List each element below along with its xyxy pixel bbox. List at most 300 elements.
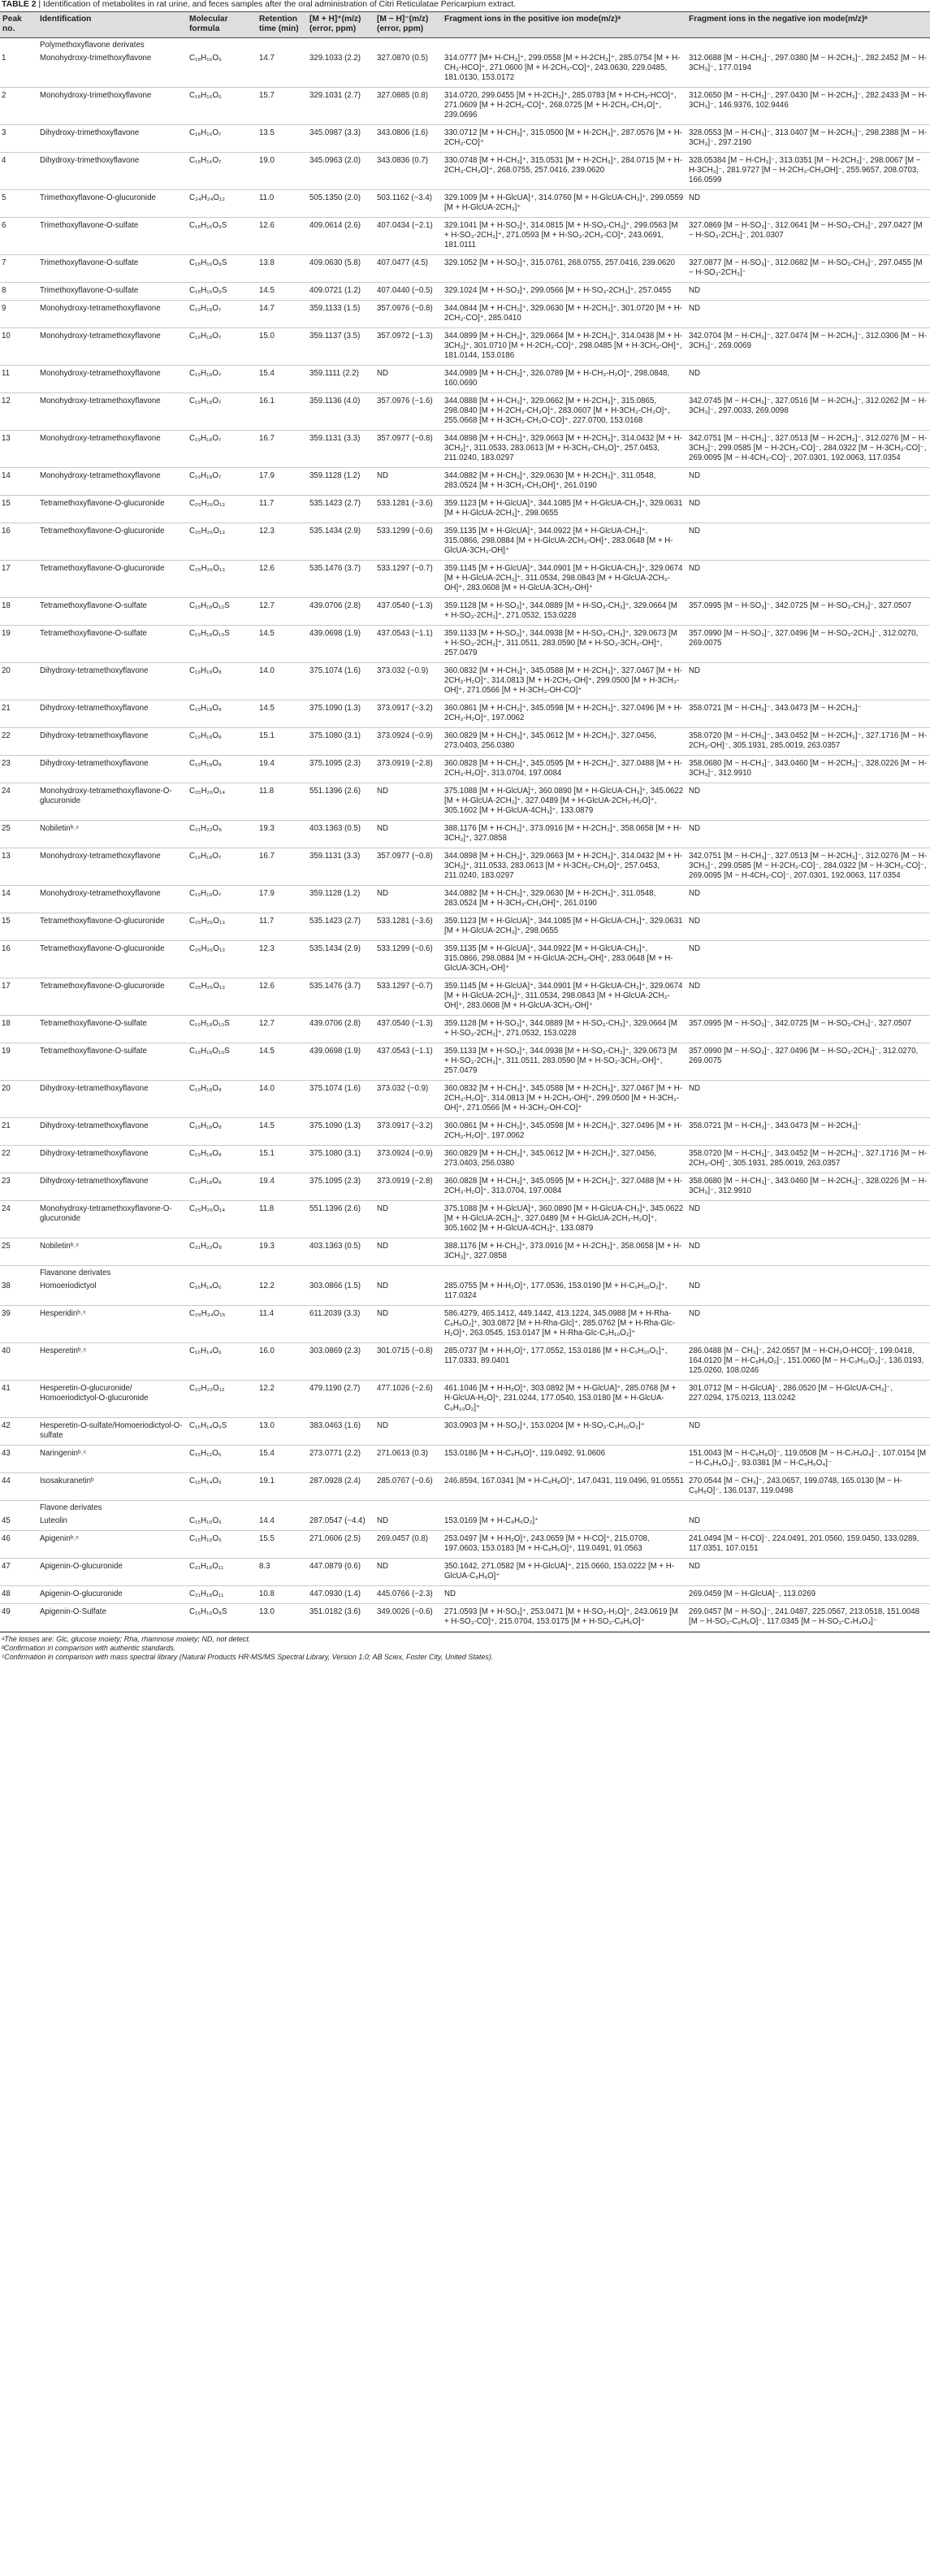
cell-retention-time: 15.1 xyxy=(257,1146,307,1173)
cell-fragments-negative: ND xyxy=(686,1081,930,1118)
cell-fragments-positive: 330.0748 [M + H-CH₃]⁺, 315.0531 [M + H-2CH₃]⁺, 284.0715 [M + H-2CH₃-CH₃O]⁺, 268.0755, 257.0416, 239.0620 xyxy=(442,153,686,190)
cell-identification: Monohydroxy-tetramethoxyflavone xyxy=(37,328,187,366)
cell-molecular-formula: C₁₉H₁₈O₇ xyxy=(187,328,257,366)
cell-fragments-positive: 360.0829 [M + H-CH₃]⁺, 345.0612 [M + H-2CH₃]⁺, 327.0456, 273.0403, 256.0380 xyxy=(442,728,686,756)
cell-positive-ion-mz: 383.0463 (1.6) xyxy=(307,1418,374,1446)
cell-positive-ion-mz: 409.0721 (1.2) xyxy=(307,283,374,301)
cell-fragments-positive: 330.0712 [M + H-CH₃]⁺, 315.0500 [M + H-2CH₃]⁺, 287.0576 [M + H-2CH₃-CO]⁺ xyxy=(442,125,686,153)
cell-positive-ion-mz: 329.1031 (2.7) xyxy=(307,88,374,125)
cell-positive-ion-mz: 345.0987 (3.3) xyxy=(307,125,374,153)
cell-negative-ion-mz: ND xyxy=(374,468,442,496)
cell-identification: Monohydroxy-tetramethoxyflavone xyxy=(37,431,187,468)
section-header-row xyxy=(0,1501,930,1514)
cell-negative-ion-mz: 373.0924 (−0.9) xyxy=(374,728,442,756)
cell-identification: Monohydroxy-tetramethoxyflavone xyxy=(37,468,187,496)
cell-negative-ion-mz: 301.0715 (−0.8) xyxy=(374,1343,442,1381)
cell-molecular-formula: C₂₈H₃₄O₁₅ xyxy=(187,1306,257,1343)
table-row xyxy=(0,1586,930,1604)
cell-negative-ion-mz: 343.0836 (0.7) xyxy=(374,153,442,190)
cell-peak-no: 20 xyxy=(0,663,37,700)
cell-retention-time: 16.1 xyxy=(257,393,307,431)
cell-fragments-negative: ND xyxy=(686,941,930,978)
cell-fragments-negative: ND xyxy=(686,1418,930,1446)
cell-molecular-formula: C₁₉H₁₈O₇ xyxy=(187,848,257,886)
cell-negative-ion-mz: ND xyxy=(374,783,442,821)
cell-fragments-negative xyxy=(686,1266,930,1279)
metabolite-table xyxy=(0,11,930,1632)
table-row xyxy=(0,1173,930,1201)
cell-molecular-formula: C₁₉H₁₈O₈ xyxy=(187,1081,257,1118)
cell-positive-ion-mz: 439.0706 (2.8) xyxy=(307,1016,374,1043)
cell-identification: Monohydroxy-trimethoxyflavone xyxy=(37,50,187,88)
cell-fragments-positive: 359.1128 [M + H-SO₃]⁺, 344.0889 [M + H-SO₃-CH₃]⁺, 329.0664 [M + H-SO₃-2CH₃]⁺, 271.0532, 153.0228 xyxy=(442,1016,686,1043)
cell-fragments-negative: 328.0553 [M − H-CH₃]⁻, 313.0407 [M − H-2CH₃]⁻, 298.2388 [M − H-3CH₃]⁻, 297.2190 xyxy=(686,125,930,153)
cell-retention-time: 16.0 xyxy=(257,1343,307,1381)
table-row xyxy=(0,218,930,255)
cell-peak-no: 13 xyxy=(0,848,37,886)
header-negative-ion: [M − H]⁻(m/z) (error, ppm) xyxy=(374,12,442,38)
cell-retention-time: 15.5 xyxy=(257,1531,307,1559)
cell-identification: Trimethoxyflavone-O-sulfate xyxy=(37,255,187,283)
cell-negative-ion-mz: ND xyxy=(374,821,442,848)
cell-peak-no: 45 xyxy=(0,1513,37,1531)
cell-identification: Dihydroxy-tetramethoxyflavone xyxy=(37,700,187,728)
cell-peak-no: 5 xyxy=(0,190,37,218)
section-header-row xyxy=(0,38,930,51)
table-row xyxy=(0,1513,930,1531)
cell-peak-no: 8 xyxy=(0,283,37,301)
cell-molecular-formula: C₁₅H₁₂O₅ xyxy=(187,1446,257,1473)
cell-retention-time: 17.9 xyxy=(257,886,307,913)
cell-retention-time: 15.4 xyxy=(257,1446,307,1473)
cell-fragments-negative: ND xyxy=(686,978,930,1016)
table-caption-label: TABLE 2 xyxy=(2,0,37,9)
cell-positive-ion-mz: 535.1423 (2.7) xyxy=(307,913,374,941)
cell-fragments-positive: 253.0497 [M + H-H₂O]⁺, 243.0659 [M + H-CO]⁺, 215.0708, 197.0603, 153.0183 [M + H-C₈H₆O]⁺, 119.0491, 91.0563 xyxy=(442,1531,686,1559)
cell-retention-time: 12.7 xyxy=(257,1016,307,1043)
cell-positive-ion-mz: 447.0930 (1.4) xyxy=(307,1586,374,1604)
cell-fragments-negative: ND xyxy=(686,1513,930,1531)
cell-molecular-formula: C₁₉H₁₈O₇ xyxy=(187,468,257,496)
cell-retention-time: 12.2 xyxy=(257,1278,307,1306)
cell-peak-no: 42 xyxy=(0,1418,37,1446)
cell-negative-ion-mz: ND xyxy=(374,1418,442,1446)
cell-positive-ion-mz: 551.1396 (2.6) xyxy=(307,783,374,821)
cell-fragments-negative: ND xyxy=(686,496,930,523)
cell-negative-ion-mz: ND xyxy=(374,366,442,393)
cell-molecular-formula: C₁₉H₁₈O₁₀S xyxy=(187,598,257,626)
cell-fragments-positive: 388.1176 [M + H-CH₃]⁺, 373.0916 [M + H-2CH₃]⁺, 358.0658 [M + H-3CH₃]⁺, 327.0858 xyxy=(442,821,686,848)
cell-molecular-formula: C₁₉H₁₈O₇ xyxy=(187,393,257,431)
cell-identification: Dihydroxy-tetramethoxyflavone xyxy=(37,1118,187,1146)
cell-fragments-negative: ND xyxy=(686,366,930,393)
cell-peak-no: 13 xyxy=(0,431,37,468)
cell-fragments-negative: ND xyxy=(686,1559,930,1586)
cell-negative-ion-mz: 271.0613 (0.3) xyxy=(374,1446,442,1473)
cell-fragments-positive xyxy=(442,1501,686,1514)
cell-peak-no: 17 xyxy=(0,561,37,598)
cell-peak-no: 47 xyxy=(0,1559,37,1586)
cell-positive-ion-mz: 479.1190 (2.7) xyxy=(307,1381,374,1418)
table-row xyxy=(0,913,930,941)
cell-fragments-negative xyxy=(686,1501,930,1514)
cell-peak-no: 18 xyxy=(0,598,37,626)
table-caption-text: | Identification of metabolites in rat urine, and feces samples after the oral administration of Citri Reticulatae Pericarpium extract. xyxy=(38,0,517,9)
cell-positive-ion-mz: 303.0869 (2.3) xyxy=(307,1343,374,1381)
cell-fragments-positive: 344.0899 [M + H-CH₃]⁺, 329.0664 [M + H-2CH₃]⁺, 314.0438 [M + H-3CH₃]⁺, 301.0710 [M + H-2CH₃-CO]⁺, 298.0485 [M + H-3CH₃-OH]⁺, 181.0144, 153.0186 xyxy=(442,328,686,366)
table-row xyxy=(0,1118,930,1146)
cell-negative-ion-mz: 373.0919 (−2.8) xyxy=(374,1173,442,1201)
cell-fragments-positive: 329.1052 [M + H-SO₃]⁺, 315.0761, 268.0755, 257.0416, 239.0620 xyxy=(442,255,686,283)
cell-retention-time: 11.7 xyxy=(257,913,307,941)
cell-negative-ion-mz: ND xyxy=(374,1238,442,1266)
cell-negative-ion-mz: 357.0977 (−0.8) xyxy=(374,848,442,886)
cell-identification: Flavanone derivates xyxy=(40,1268,111,1277)
cell-retention-time: 19.3 xyxy=(257,1238,307,1266)
cell-positive-ion-mz: 535.1423 (2.7) xyxy=(307,496,374,523)
cell-fragments-negative: 312.0688 [M − H-CH₃]⁻, 297.0380 [M − H-2CH₃]⁻, 282.2452 [M − H-3CH₃]⁻, 177.0194 xyxy=(686,50,930,88)
cell-retention-time: 15.0 xyxy=(257,328,307,366)
cell-retention-time xyxy=(257,38,307,51)
cell-fragments-negative: 286.0488 [M − CH₃]⁻, 242.0557 [M − H-CH₃O-HCO]⁻, 199.0418, 164.0120 [M − H-C₈H₉O₂]⁻, 151.0060 [M − H-C₉H₁₀O₂]⁻, 136.0193, 125.0260, 108.0246 xyxy=(686,1343,930,1381)
cell-fragments-negative: ND xyxy=(686,301,930,328)
cell-peak-no: 49 xyxy=(0,1604,37,1632)
cell-peak-no: 25 xyxy=(0,821,37,848)
cell-molecular-formula: C₁₆H₁₄O₅ xyxy=(187,1473,257,1501)
cell-peak-no: 24 xyxy=(0,783,37,821)
cell-negative-ion-mz: 343.0806 (1.6) xyxy=(374,125,442,153)
header-fragment-negative: Fragment ions in the negative ion mode(m/z)ᵃ xyxy=(686,12,930,38)
cell-peak-no: 46 xyxy=(0,1531,37,1559)
cell-positive-ion-mz: 505.1350 (2.0) xyxy=(307,190,374,218)
cell-molecular-formula: C₁₆H₁₄O₉S xyxy=(187,1418,257,1446)
table-body xyxy=(0,38,930,1632)
table-row xyxy=(0,848,930,886)
cell-retention-time: 12.6 xyxy=(257,978,307,1016)
cell-fragments-positive xyxy=(442,1266,686,1279)
cell-positive-ion-mz: 359.1111 (2.2) xyxy=(307,366,374,393)
cell-positive-ion-mz: 329.1033 (2.2) xyxy=(307,50,374,88)
table-row xyxy=(0,468,930,496)
cell-molecular-formula: C₂₅H₂₆O₁₄ xyxy=(187,783,257,821)
cell-molecular-formula: C₂₁H₁₈O₁₁ xyxy=(187,1586,257,1604)
cell-negative-ion-mz: 533.1281 (−3.6) xyxy=(374,496,442,523)
cell-fragments-positive: 360.0828 [M + H-CH₃]⁺, 345.0595 [M + H-2CH₃]⁺, 327.0488 [M + H-2CH₃-H₂O]⁺, 313.0704, 197.0084 xyxy=(442,1173,686,1201)
cell-molecular-formula: C₂₁H₂₂O₈ xyxy=(187,821,257,848)
cell-fragments-negative: ND xyxy=(686,663,930,700)
cell-negative-ion-mz: 437.0540 (−1.3) xyxy=(374,598,442,626)
cell-identification: Hesperetinᵇ˒ᶜ xyxy=(37,1343,187,1381)
cell-identification: Tetramethoxyflavone-O-glucuronide xyxy=(37,561,187,598)
cell-molecular-formula: C₁₉H₁₈O₈ xyxy=(187,1118,257,1146)
cell-fragments-positive: 359.1133 [M + H-SO₃]⁺, 344.0938 [M + H-SO₃-CH₃]⁺, 329.0673 [M + H-SO₃-2CH₃]⁺, 311.0511, 283.0590 [M + H-SO₃-3CH₃-OH]⁺, 257.0479 xyxy=(442,1043,686,1081)
cell-fragments-negative: 269.0459 [M − H-GlcUA]⁻, 113.0269 xyxy=(686,1586,930,1604)
cell-retention-time xyxy=(257,1266,307,1279)
cell-fragments-negative: ND xyxy=(686,821,930,848)
cell-fragments-positive: 314.0720, 299.0455 [M + H-2CH₃]⁺, 285.0783 [M + H-CH₃-HCO]⁺, 271.0609 [M + H-2CH₃-CO]⁺, 268.0725 [M + H-2CH₃-CH₃O]⁺, 239.0696 xyxy=(442,88,686,125)
cell-fragments-positive xyxy=(442,38,686,51)
cell-negative-ion-mz: ND xyxy=(374,1201,442,1238)
cell-positive-ion-mz: 409.0614 (2.6) xyxy=(307,218,374,255)
cell-positive-ion-mz: 439.0706 (2.8) xyxy=(307,598,374,626)
cell-fragments-positive: 329.1024 [M + H-SO₃]⁺, 299.0566 [M + H-SO₃-2CH₃]⁺, 257.0455 xyxy=(442,283,686,301)
cell-peak-no: 23 xyxy=(0,756,37,783)
cell-molecular-formula: C₁₉H₁₈O₇ xyxy=(187,886,257,913)
cell-retention-time: 12.3 xyxy=(257,941,307,978)
cell-fragments-negative: ND xyxy=(686,913,930,941)
cell-retention-time: 14.4 xyxy=(257,1513,307,1531)
cell-negative-ion-mz: 437.0540 (−1.3) xyxy=(374,1016,442,1043)
table-row xyxy=(0,783,930,821)
cell-fragments-positive: 153.0169 [M + H-C₈H₆O₂]⁺ xyxy=(442,1513,686,1531)
cell-identification: Tetramethoxyflavone-O-sulfate xyxy=(37,598,187,626)
cell-retention-time: 10.8 xyxy=(257,1586,307,1604)
cell-fragments-negative: 357.0995 [M − H-SO₃]⁻, 342.0725 [M − H-SO₃-CH₃]⁻, 327.0507 xyxy=(686,1016,930,1043)
cell-positive-ion-mz: 611.2039 (3.3) xyxy=(307,1306,374,1343)
table-row xyxy=(0,886,930,913)
cell-retention-time: 11.8 xyxy=(257,783,307,821)
cell-molecular-formula: C₁₈H₁₆O₉S xyxy=(187,255,257,283)
cell-fragments-positive: 153.0186 [M + H-C₈H₈O]⁺, 119.0492, 91.0606 xyxy=(442,1446,686,1473)
cell-molecular-formula: C₂₅H₂₆O₁₄ xyxy=(187,1201,257,1238)
cell-peak-no: 23 xyxy=(0,1173,37,1201)
cell-fragments-negative: ND xyxy=(686,1201,930,1238)
cell-peak-no: 48 xyxy=(0,1586,37,1604)
table-row xyxy=(0,728,930,756)
table-row xyxy=(0,1146,930,1173)
cell-retention-time: 13.0 xyxy=(257,1604,307,1632)
cell-peak-no: 41 xyxy=(0,1381,37,1418)
cell-retention-time: 14.5 xyxy=(257,700,307,728)
table-row xyxy=(0,700,930,728)
cell-fragments-negative: 270.0544 [M − CH₃]⁻, 243.0657, 199.0748, 165.0130 [M − H-C₈H₈O]⁻, 136.0137, 119.0498 xyxy=(686,1473,930,1501)
cell-identification: Monohydroxy-tetramethoxyflavone-O-glucuronide xyxy=(37,1201,187,1238)
cell-identification: Luteolin xyxy=(37,1513,187,1531)
cell-identification: Tetramethoxyflavone-O-sulfate xyxy=(37,1016,187,1043)
cell-fragments-positive: 359.1128 [M + H-SO₃]⁺, 344.0889 [M + H-SO₃-CH₃]⁺, 329.0664 [M + H-SO₃-2CH₃]⁺, 271.0532, 153.0228 xyxy=(442,598,686,626)
cell-peak-no: 3 xyxy=(0,125,37,153)
cell-molecular-formula: C₂₅H₂₆O₁₃ xyxy=(187,561,257,598)
cell-positive-ion-mz: 271.0606 (2.5) xyxy=(307,1531,374,1559)
cell-peak-no xyxy=(0,1501,37,1514)
table-row xyxy=(0,1238,930,1266)
cell-identification: Dihydroxy-tetramethoxyflavone xyxy=(37,728,187,756)
cell-negative-ion-mz: ND xyxy=(374,886,442,913)
cell-molecular-formula: C₂₅H₂₆O₁₃ xyxy=(187,913,257,941)
cell-identification: Dihydroxy-tetramethoxyflavone xyxy=(37,1173,187,1201)
cell-positive-ion-mz: 375.1090 (1.3) xyxy=(307,1118,374,1146)
cell-identification: Tetramethoxyflavone-O-glucuronide xyxy=(37,978,187,1016)
cell-identification: Dihydroxy-trimethoxyflavone xyxy=(37,125,187,153)
table-row xyxy=(0,328,930,366)
cell-positive-ion-mz: 447.0879 (0.6) xyxy=(307,1559,374,1586)
cell-identification: Trimethoxyflavone-O-glucuronide xyxy=(37,190,187,218)
cell-peak-no: 19 xyxy=(0,626,37,663)
cell-molecular-formula: C₁₈H₁₆O₇ xyxy=(187,153,257,190)
cell-identification: Monohydroxy-tetramethoxyflavone-O-glucuronide xyxy=(37,783,187,821)
cell-fragments-negative xyxy=(686,38,930,51)
cell-positive-ion-mz: 439.0698 (1.9) xyxy=(307,626,374,663)
table-row xyxy=(0,50,930,88)
cell-peak-no: 39 xyxy=(0,1306,37,1343)
cell-retention-time: 13.5 xyxy=(257,125,307,153)
cell-fragments-negative: ND xyxy=(686,1278,930,1306)
cell-positive-ion-mz: 375.1074 (1.6) xyxy=(307,1081,374,1118)
cell-molecular-formula: C₂₅H₂₆O₁₃ xyxy=(187,523,257,561)
cell-negative-ion-mz: 373.0919 (−2.8) xyxy=(374,756,442,783)
cell-fragments-positive: 360.0829 [M + H-CH₃]⁺, 345.0612 [M + H-2CH₃]⁺, 327.0456, 273.0403, 256.0380 xyxy=(442,1146,686,1173)
cell-negative-ion-mz: ND xyxy=(374,1559,442,1586)
cell-molecular-formula: C₁₈H₁₆O₆ xyxy=(187,50,257,88)
table-row xyxy=(0,1201,930,1238)
cell-peak-no: 44 xyxy=(0,1473,37,1501)
cell-fragments-positive: 329.1041 [M + H-SO₃]⁺, 314.0815 [M + H-SO₃-CH₃]⁺, 299.0563 [M + H-SO₃-2CH₃]⁺, 271.0593 [M + H-SO₃-2CH₃-CO]⁺, 243.0691, 181.0111 xyxy=(442,218,686,255)
cell-fragments-positive: 359.1145 [M + H-GlcUA]⁺, 344.0901 [M + H-GlcUA-CH₃]⁺, 329.0674 [M + H-GlcUA-2CH₃]⁺, 311.0534, 298.0843 [M + H-GlcUA-2CH₃-OH]⁺, 283.0608 [M + H-GlcUA-3CH₃-OH]⁺ xyxy=(442,978,686,1016)
cell-molecular-formula xyxy=(187,1501,257,1514)
cell-retention-time: 19.0 xyxy=(257,153,307,190)
cell-identification: Isosakuranetinᵇ xyxy=(37,1473,187,1501)
header-positive-ion: [M + H]⁺(m/z) (error, ppm) xyxy=(307,12,374,38)
cell-peak-no: 14 xyxy=(0,468,37,496)
table-row xyxy=(0,626,930,663)
cell-fragments-negative: ND xyxy=(686,1306,930,1343)
cell-positive-ion-mz: 375.1090 (1.3) xyxy=(307,700,374,728)
cell-retention-time: 14.5 xyxy=(257,626,307,663)
cell-negative-ion-mz: 349.0026 (−0.6) xyxy=(374,1604,442,1632)
cell-negative-ion-mz: 407.0440 (−0.5) xyxy=(374,283,442,301)
cell-peak-no: 15 xyxy=(0,913,37,941)
cell-identification: Monohydroxy-tetramethoxyflavone xyxy=(37,301,187,328)
cell-negative-ion-mz: 357.0977 (−0.8) xyxy=(374,431,442,468)
cell-fragments-positive: 375.1088 [M + H-GlcUA]⁺, 360.0890 [M + H-GlcUA-CH₃]⁺, 345.0622 [M + H-GlcUA-2CH₃]⁺, 327.0489 [M + H-GlcUA-2CH₃-H₂O]⁺, 305.1602 [M + H-GlcUA-4CH₃]⁺, 133.0879 xyxy=(442,783,686,821)
cell-negative-ion-mz: 373.032 (−0.9) xyxy=(374,663,442,700)
cell-molecular-formula: C₁₉H₁₈O₈ xyxy=(187,756,257,783)
table-row xyxy=(0,1043,930,1081)
cell-positive-ion-mz: 345.0963 (2.0) xyxy=(307,153,374,190)
cell-retention-time: 14.5 xyxy=(257,1043,307,1081)
cell-peak-no: 7 xyxy=(0,255,37,283)
table-row xyxy=(0,1081,930,1118)
table-row xyxy=(0,1559,930,1586)
cell-fragments-positive: 344.0898 [M + H-CH₃]⁺, 329.0663 [M + H-2CH₃]⁺, 314.0432 [M + H-3CH₃]⁺, 311.0533, 283.0613 [M + H-3CH₃-CH₃O]⁺, 257.0453, 211.0240, 183.0297 xyxy=(442,848,686,886)
cell-fragments-positive: 359.1123 [M + H-GlcUA]⁺, 344.1085 [M + H-GlcUA-CH₃]⁺, 329.0631 [M + H-GlcUA-2CH₃]⁺, 298.0655 xyxy=(442,496,686,523)
cell-positive-ion-mz: 359.1133 (1.5) xyxy=(307,301,374,328)
cell-negative-ion-mz: 285.0767 (−0.6) xyxy=(374,1473,442,1501)
cell-molecular-formula: C₁₅H₁₀O₆ xyxy=(187,1513,257,1531)
cell-fragments-positive: 285.0737 [M + H-H₂O]⁺, 177.0552, 153.0186 [M + H-C₉H₁₀O₂]⁺, 117.0333, 89.0401 xyxy=(442,1343,686,1381)
cell-fragments-negative: 358.0680 [M − H-CH₃]⁻, 343.0460 [M − H-2CH₃]⁻, 328.0226 [M − H-3CH₃]⁻, 312.9910 xyxy=(686,1173,930,1201)
table-row xyxy=(0,1418,930,1446)
cell-positive-ion-mz xyxy=(307,1266,374,1279)
cell-molecular-formula: C₁₅H₁₀O₈S xyxy=(187,1604,257,1632)
cell-peak-no: 14 xyxy=(0,886,37,913)
cell-positive-ion-mz: 359.1137 (3.5) xyxy=(307,328,374,366)
cell-molecular-formula: C₂₂H₂₂O₁₂ xyxy=(187,1381,257,1418)
table-row xyxy=(0,523,930,561)
cell-retention-time: 14.5 xyxy=(257,1118,307,1146)
cell-retention-time: 12.2 xyxy=(257,1381,307,1418)
cell-positive-ion-mz: 439.0698 (1.9) xyxy=(307,1043,374,1081)
cell-identification: Homoeriodictyol xyxy=(37,1278,187,1306)
cell-fragments-positive: 360.0832 [M + H-CH₃]⁺, 345.0588 [M + H-2CH₃]⁺, 327.0467 [M + H-2CH₃-H₂O]⁺, 314.0813 [M + H-2CH₃-OH]⁺, 299.0500 [M + H-3CH₃-OH]⁺, 271.0566 [M + H-3CH₃-OH-CO]⁺ xyxy=(442,1081,686,1118)
cell-fragments-negative: ND xyxy=(686,468,930,496)
cell-peak-no: 2 xyxy=(0,88,37,125)
cell-retention-time: 14.7 xyxy=(257,50,307,88)
table-row xyxy=(0,1531,930,1559)
header-peak-no: Peak no. xyxy=(0,12,37,38)
cell-positive-ion-mz: 535.1434 (2.9) xyxy=(307,523,374,561)
cell-negative-ion-mz: 373.0924 (−0.9) xyxy=(374,1146,442,1173)
cell-identification: Tetramethoxyflavone-O-sulfate xyxy=(37,1043,187,1081)
cell-peak-no: 16 xyxy=(0,941,37,978)
cell-identification: Dihydroxy-tetramethoxyflavone xyxy=(37,756,187,783)
cell-fragments-positive: 388.1176 [M + H-CH₃]⁺, 373.0916 [M + H-2CH₃]⁺, 358.0658 [M + H-3CH₃]⁺, 327.0858 xyxy=(442,1238,686,1266)
cell-retention-time: 15.4 xyxy=(257,366,307,393)
cell-positive-ion-mz: 359.1128 (1.2) xyxy=(307,886,374,913)
cell-peak-no: 9 xyxy=(0,301,37,328)
cell-identification: Dihydroxy-trimethoxyflavone xyxy=(37,153,187,190)
cell-molecular-formula xyxy=(187,38,257,51)
cell-molecular-formula: C₁₈H₁₆O₆ xyxy=(187,88,257,125)
cell-fragments-positive: 271.0593 [M + H-SO₃]⁺, 253.0471 [M + H-SO₃-H₂O]⁺, 243.0619 [M + H-SO₃-CO]⁺, 215.0704, 153.0175 [M + H-SO₃-C₈H₆O]⁺ xyxy=(442,1604,686,1632)
cell-peak-no: 25 xyxy=(0,1238,37,1266)
cell-fragments-negative: 357.0990 [M − H-SO₃]⁻, 327.0496 [M − H-SO₃-2CH₃]⁻, 312.0270, 269.0075 xyxy=(686,1043,930,1081)
cell-identification: Naringeninᵇ˒ᶜ xyxy=(37,1446,187,1473)
footnote-b: ᵇConfirmation in comparison with authentic standards. xyxy=(2,1644,176,1652)
cell-fragments-positive: 344.0882 [M + H-CH₃]⁺, 329.0630 [M + H-2CH₃]⁺, 311.0548, 283.0524 [M + H-3CH₃-CH₃OH]⁺, 261.0190 xyxy=(442,468,686,496)
cell-fragments-positive: 360.0861 [M + H-CH₃]⁺, 345.0598 [M + H-2CH₃]⁺, 327.0496 [M + H-2CH₃-H₂O]⁺, 197.0062 xyxy=(442,700,686,728)
cell-negative-ion-mz: 533.1297 (−0.7) xyxy=(374,561,442,598)
cell-fragments-negative: 358.0720 [M − H-CH₃]⁻, 343.0452 [M − H-2CH₃]⁻, 327.1716 [M − H-2CH₃-OH]⁻, 305.1931, 285.0019, 263.0357 xyxy=(686,1146,930,1173)
cell-retention-time: 11.7 xyxy=(257,496,307,523)
cell-molecular-formula: C₁₈H₁₆O₇ xyxy=(187,125,257,153)
table-caption xyxy=(0,0,930,11)
cell-molecular-formula: C₂₅H₂₆O₁₃ xyxy=(187,941,257,978)
cell-fragments-positive: 246.8594, 167.0341 [M + H-C₈H₈O]⁺, 147.0431, 119.0496, 91.05551 xyxy=(442,1473,686,1501)
cell-identification: Tetramethoxyflavone-O-glucuronide xyxy=(37,496,187,523)
cell-peak-no: 22 xyxy=(0,728,37,756)
cell-fragments-negative: ND xyxy=(686,283,930,301)
cell-negative-ion-mz: 357.0976 (−1.6) xyxy=(374,393,442,431)
cell-peak-no: 40 xyxy=(0,1343,37,1381)
cell-peak-no: 15 xyxy=(0,496,37,523)
cell-fragments-positive: 359.1145 [M + H-GlcUA]⁺, 344.0901 [M + H-GlcUA-CH₃]⁺, 329.0674 [M + H-GlcUA-2CH₃]⁺, 311.0534, 298.0843 [M + H-GlcUA-2CH₃-OH]⁺, 283.0608 [M + H-GlcUA-3CH₃-OH]⁺ xyxy=(442,561,686,598)
cell-retention-time: 16.7 xyxy=(257,431,307,468)
cell-molecular-formula: C₁₉H₁₈O₈ xyxy=(187,728,257,756)
cell-fragments-negative: 269.0457 [M − H-SO₃]⁻, 241.0487, 225.0567, 213.0518, 151.0048 [M − H-SO₃-C₈H₆O]⁻, 117.0345 [M − H-SO₃-C₇H₄O₄]⁻ xyxy=(686,1604,930,1632)
footnote-a: ᵃThe losses are: Glc, glucose moiety; Rha, rhamnose moiety; ND, not detect. xyxy=(2,1635,251,1643)
table-row xyxy=(0,1446,930,1473)
cell-positive-ion-mz: 535.1476 (3.7) xyxy=(307,561,374,598)
cell-fragments-positive: 461.1046 [M + H-H₂O]⁺, 303.0892 [M + H-GlcUA]⁺, 285.0768 [M + H-GlcUA-H₂O]⁺, 231.0244, 177.0540, 153.0180 [M + H-GlcUA-C₉H₁₀O₂]⁺ xyxy=(442,1381,686,1418)
cell-retention-time: 8.3 xyxy=(257,1559,307,1586)
table-row xyxy=(0,283,930,301)
cell-identification: Monohydroxy-tetramethoxyflavone xyxy=(37,848,187,886)
cell-negative-ion-mz: 503.1162 (−3.4) xyxy=(374,190,442,218)
table-row xyxy=(0,301,930,328)
table-row xyxy=(0,978,930,1016)
cell-retention-time xyxy=(257,1501,307,1514)
cell-fragments-positive: 344.0844 [M + H-CH₃]⁺, 329.0630 [M + H-2CH₃]⁺, 301.0720 [M + H-2CH₃-CO]⁺, 285.0410 xyxy=(442,301,686,328)
cell-peak-no: 19 xyxy=(0,1043,37,1081)
cell-identification: Polymethoxyflavone derivates xyxy=(40,41,145,50)
cell-retention-time: 19.1 xyxy=(257,1473,307,1501)
cell-identification: Hesperetin-O-glucuronide/ Homoeriodictyol-O-glucuronide xyxy=(37,1381,187,1418)
cell-positive-ion-mz: 409.0630 (5.8) xyxy=(307,255,374,283)
cell-positive-ion-mz: 287.0547 (−4.4) xyxy=(307,1513,374,1531)
cell-retention-time: 12.3 xyxy=(257,523,307,561)
cell-identification: Hesperidinᵇ˒ᶜ xyxy=(37,1306,187,1343)
